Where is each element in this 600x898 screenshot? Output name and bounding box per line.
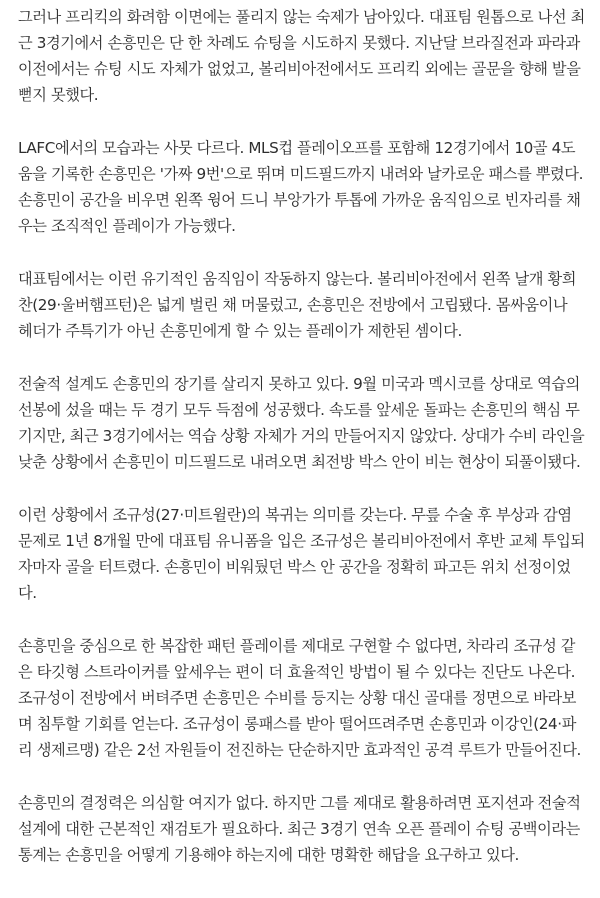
paragraph-line: 움을 기록한 손흥민은 '가짜 9번'으로 뛰며 미드필드까지 내려와 날카로운 패스를 뿌렸다. xyxy=(18,165,584,183)
article-paragraph-6 xyxy=(18,633,586,763)
paragraph-line: 손흥민을 중심으로 한 복잡한 패턴 플레이를 제대로 구현할 수 없다면, 차라리 조규성 같 xyxy=(18,637,576,655)
paragraph-line: 전술적 설계도 손흥민의 장기를 살리지 못하고 있다. 9월 미국과 멕시코를 상대로 역습의 xyxy=(18,375,580,393)
paragraph-line: 대표팀에서는 이런 유기적인 움직임이 작동하지 않는다. 볼리비아전에서 왼쪽 날개 황희 xyxy=(18,270,577,288)
paragraph-line: 통계는 손흥민을 어떻게 기용해야 하는지에 대한 명확한 해답을 요구하고 있다. xyxy=(18,846,519,864)
paragraph-line: 며 침투할 기회를 얻는다. 조규성이 롱패스를 받아 떨어뜨려주면 손흥민과 이강인(24·파 xyxy=(18,715,576,733)
paragraph-line: 문제로 1년 8개월 만에 대표팀 유니폼을 입은 조규성은 볼리비아전에서 후반 교체 투입되 xyxy=(18,532,585,550)
article-paragraph-4 xyxy=(18,371,586,475)
paragraph-line: LAFC에서의 모습과는 사뭇 다르다. MLS컵 플레이오프를 포함해 12경기에서 10골 4도 xyxy=(18,139,576,157)
paragraph-line: 설계에 대한 근본적인 재검토가 필요하다. 최근 3경기 연속 오픈 플레이 슈팅 공백이라는 xyxy=(18,820,580,838)
paragraph-line: 우는 조직적인 플레이가 가능했다. xyxy=(18,217,236,235)
paragraph-line: 선봉에 섰을 때는 두 경기 모두 득점에 성공했다. 속도를 앞세운 돌파는 손흥민의 핵심 무 xyxy=(18,401,580,419)
paragraph-line: 손흥민의 결정력은 의심할 여지가 없다. 하지만 그를 제대로 활용하려면 포지션과 전술적 xyxy=(18,794,581,812)
paragraph-line: 이런 상황에서 조규성(27·미트윌란)의 복귀는 의미를 갖는다. 무릎 수술 후 부상과 감염 xyxy=(18,506,572,524)
paragraph-line: 이전에서는 슈팅 시도 자체가 없었고, 볼리비아전에서도 프리킥 외에는 골문을 향해 발을 xyxy=(18,60,581,78)
paragraph-line: 헤더가 주특기가 아닌 손흥민에게 할 수 있는 플레이가 제한된 셈이다. xyxy=(18,322,462,340)
paragraph-line: 다. xyxy=(18,584,37,602)
paragraph-line: 뻗지 못했다. xyxy=(18,86,99,104)
paragraph-line: 그러나 프리킥의 화려함 이면에는 풀리지 않는 숙제가 남아있다. 대표팀 원톱으로 나선 최 xyxy=(18,8,585,26)
article-paragraph-2 xyxy=(18,135,586,239)
paragraph-line: 근 3경기에서 손흥민은 단 한 차례도 슈팅을 시도하지 못했다. 지난달 브라질전과 파라과 xyxy=(18,34,580,52)
article-body xyxy=(18,4,586,895)
article-paragraph-5 xyxy=(18,502,586,606)
paragraph-line: 은 타깃형 스트라이커를 앞세우는 편이 더 효율적인 방법이 될 수 있다는 진단도 나온다. xyxy=(18,663,576,681)
article-paragraph-3 xyxy=(18,266,586,344)
paragraph-line: 기지만, 최근 3경기에서는 역습 상황 자체가 거의 만들어지지 않았다. 상대가 수비 라인을 xyxy=(18,427,585,445)
article-paragraph-7 xyxy=(18,790,586,868)
paragraph-line: 자마자 골을 터트렸다. 손흥민이 비워뒀던 박스 안 공간을 정확히 파고든 위치 선정이었 xyxy=(18,558,571,576)
article-paragraph-1 xyxy=(18,4,586,108)
paragraph-line: 찬(29·울버햄프턴)은 넓게 벌린 채 머물렀고, 손흥민은 전방에서 고립됐다. 몸싸움이나 xyxy=(18,296,568,314)
paragraph-line: 리 생제르맹) 같은 2선 자원들이 전진하는 단순하지만 효과적인 공격 루트가 만들어진다. xyxy=(18,741,581,759)
paragraph-line: 손흥민이 공간을 비우면 왼쪽 윙어 드니 부앙가가 투톱에 가까운 움직임으로 빈자리를 채 xyxy=(18,191,581,209)
paragraph-line: 낮춘 상황에서 손흥민이 미드필드로 내려오면 최전방 박스 안이 비는 현상이 되풀이됐다. xyxy=(18,453,581,471)
paragraph-line: 조규성이 전방에서 버텨주면 손흥민은 수비를 등지는 상황 대신 골대를 정면으로 바라보 xyxy=(18,689,577,707)
